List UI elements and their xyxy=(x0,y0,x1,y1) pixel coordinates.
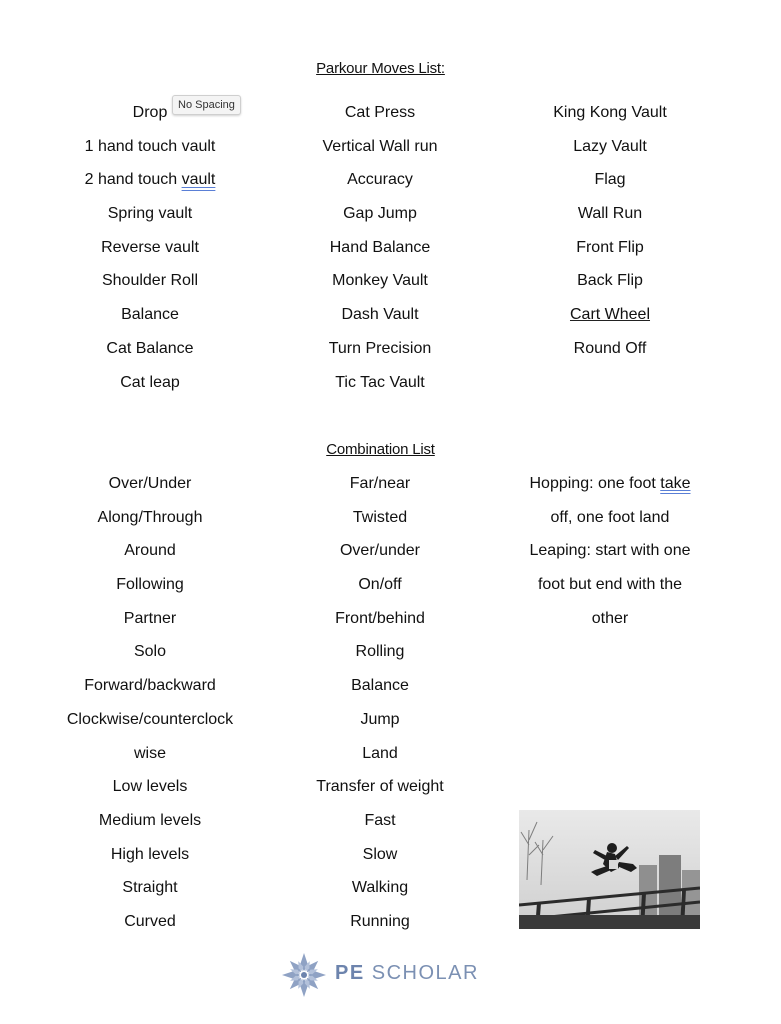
list-item xyxy=(35,163,265,197)
list-item: Over/under xyxy=(339,542,421,560)
list-item: Turn Precision xyxy=(328,339,432,357)
parkour-column-1 xyxy=(35,96,265,399)
list-item: Balance xyxy=(121,306,179,324)
list-item: Lazy Vault xyxy=(573,137,647,155)
list-item-text: 2 hand touch xyxy=(84,171,182,189)
list-item: Low levels xyxy=(112,778,188,796)
list-item: Forward/backward xyxy=(84,677,216,695)
list-item: Straight xyxy=(122,879,178,897)
list-item: Running xyxy=(350,912,410,930)
list-item: Leaping: start with one xyxy=(529,542,691,560)
parkour-column-2 xyxy=(265,96,495,399)
snowflake-icon xyxy=(279,950,329,1000)
list-item: Monkey Vault xyxy=(332,272,428,290)
parkour-column-3 xyxy=(495,96,725,366)
parkour-photo xyxy=(519,810,700,929)
combination-column-3 xyxy=(495,467,725,635)
list-item: Vertical Wall run xyxy=(322,137,438,155)
list-item: Tic Tac Vault xyxy=(335,373,425,391)
list-item: Hand Balance xyxy=(329,238,431,256)
list-item: Reverse vault xyxy=(101,238,199,256)
list-item: Round Off xyxy=(573,339,647,357)
list-item: Around xyxy=(124,542,176,560)
list-item: Spring vault xyxy=(107,205,193,223)
parkour-moves-heading: Parkour Moves List: xyxy=(316,60,445,77)
pe-scholar-logo xyxy=(279,950,499,1000)
list-item: wise xyxy=(133,744,166,762)
list-item: Cat Balance xyxy=(106,339,194,357)
list-item: Over/Under xyxy=(108,475,192,492)
logo-wordmark xyxy=(335,962,479,985)
combination-column-2 xyxy=(265,467,495,939)
style-tooltip: No Spacing xyxy=(172,95,241,115)
list-item: Solo xyxy=(133,643,167,661)
list-item: Curved xyxy=(124,912,176,930)
list-item: On/off xyxy=(358,576,402,594)
list-item: Transfer of weight xyxy=(316,778,444,796)
logo-scholar-text: SCHOLAR xyxy=(371,962,479,984)
list-item: Following xyxy=(116,576,184,594)
list-item: Along/Through xyxy=(97,508,203,526)
list-item xyxy=(495,298,725,332)
list-item: Rolling xyxy=(355,643,405,661)
list-item xyxy=(495,467,725,501)
logo-pe-text: PE xyxy=(335,962,365,984)
combination-column-1 xyxy=(35,467,265,939)
list-item: Partner xyxy=(123,609,177,627)
list-item: Slow xyxy=(362,845,398,863)
list-item: other xyxy=(591,609,629,627)
list-item: High levels xyxy=(110,845,190,863)
list-item-text: Hopping: one foot xyxy=(529,475,661,492)
list-item: Far/near xyxy=(349,475,411,492)
list-item: Gap Jump xyxy=(343,205,417,223)
list-item: Wall Run xyxy=(577,205,643,223)
list-item: Jump xyxy=(360,710,400,728)
list-item: 1 hand touch vault xyxy=(84,137,216,155)
list-item: Fast xyxy=(364,811,396,829)
list-item: off, one foot land xyxy=(550,508,670,526)
list-item: Clockwise/counterclock xyxy=(66,710,234,728)
list-item: Cat leap xyxy=(120,373,180,391)
list-item: Flag xyxy=(594,171,626,189)
list-item: Balance xyxy=(351,677,409,695)
list-item: Cat Press xyxy=(344,104,416,121)
list-item: King Kong Vault xyxy=(553,104,667,121)
list-item: Twisted xyxy=(352,508,408,526)
list-item: Walking xyxy=(351,879,409,897)
list-item: Front/behind xyxy=(335,609,425,627)
spellcheck-flagged-word[interactable]: take xyxy=(660,475,691,492)
spellcheck-flagged-word[interactable]: vault xyxy=(181,171,216,189)
list-item: Accuracy xyxy=(347,171,413,189)
list-item: Drop xyxy=(132,104,168,121)
list-item: Dash Vault xyxy=(341,306,419,324)
linked-text[interactable]: Cart Wheel xyxy=(569,306,651,324)
list-item: Shoulder Roll xyxy=(101,272,199,290)
list-item: Back Flip xyxy=(577,272,643,290)
list-item: Land xyxy=(362,744,398,762)
combination-list-heading: Combination List xyxy=(326,441,435,458)
list-item: foot but end with the xyxy=(537,576,683,594)
list-item: Medium levels xyxy=(98,811,202,829)
list-item: Front Flip xyxy=(576,238,644,256)
